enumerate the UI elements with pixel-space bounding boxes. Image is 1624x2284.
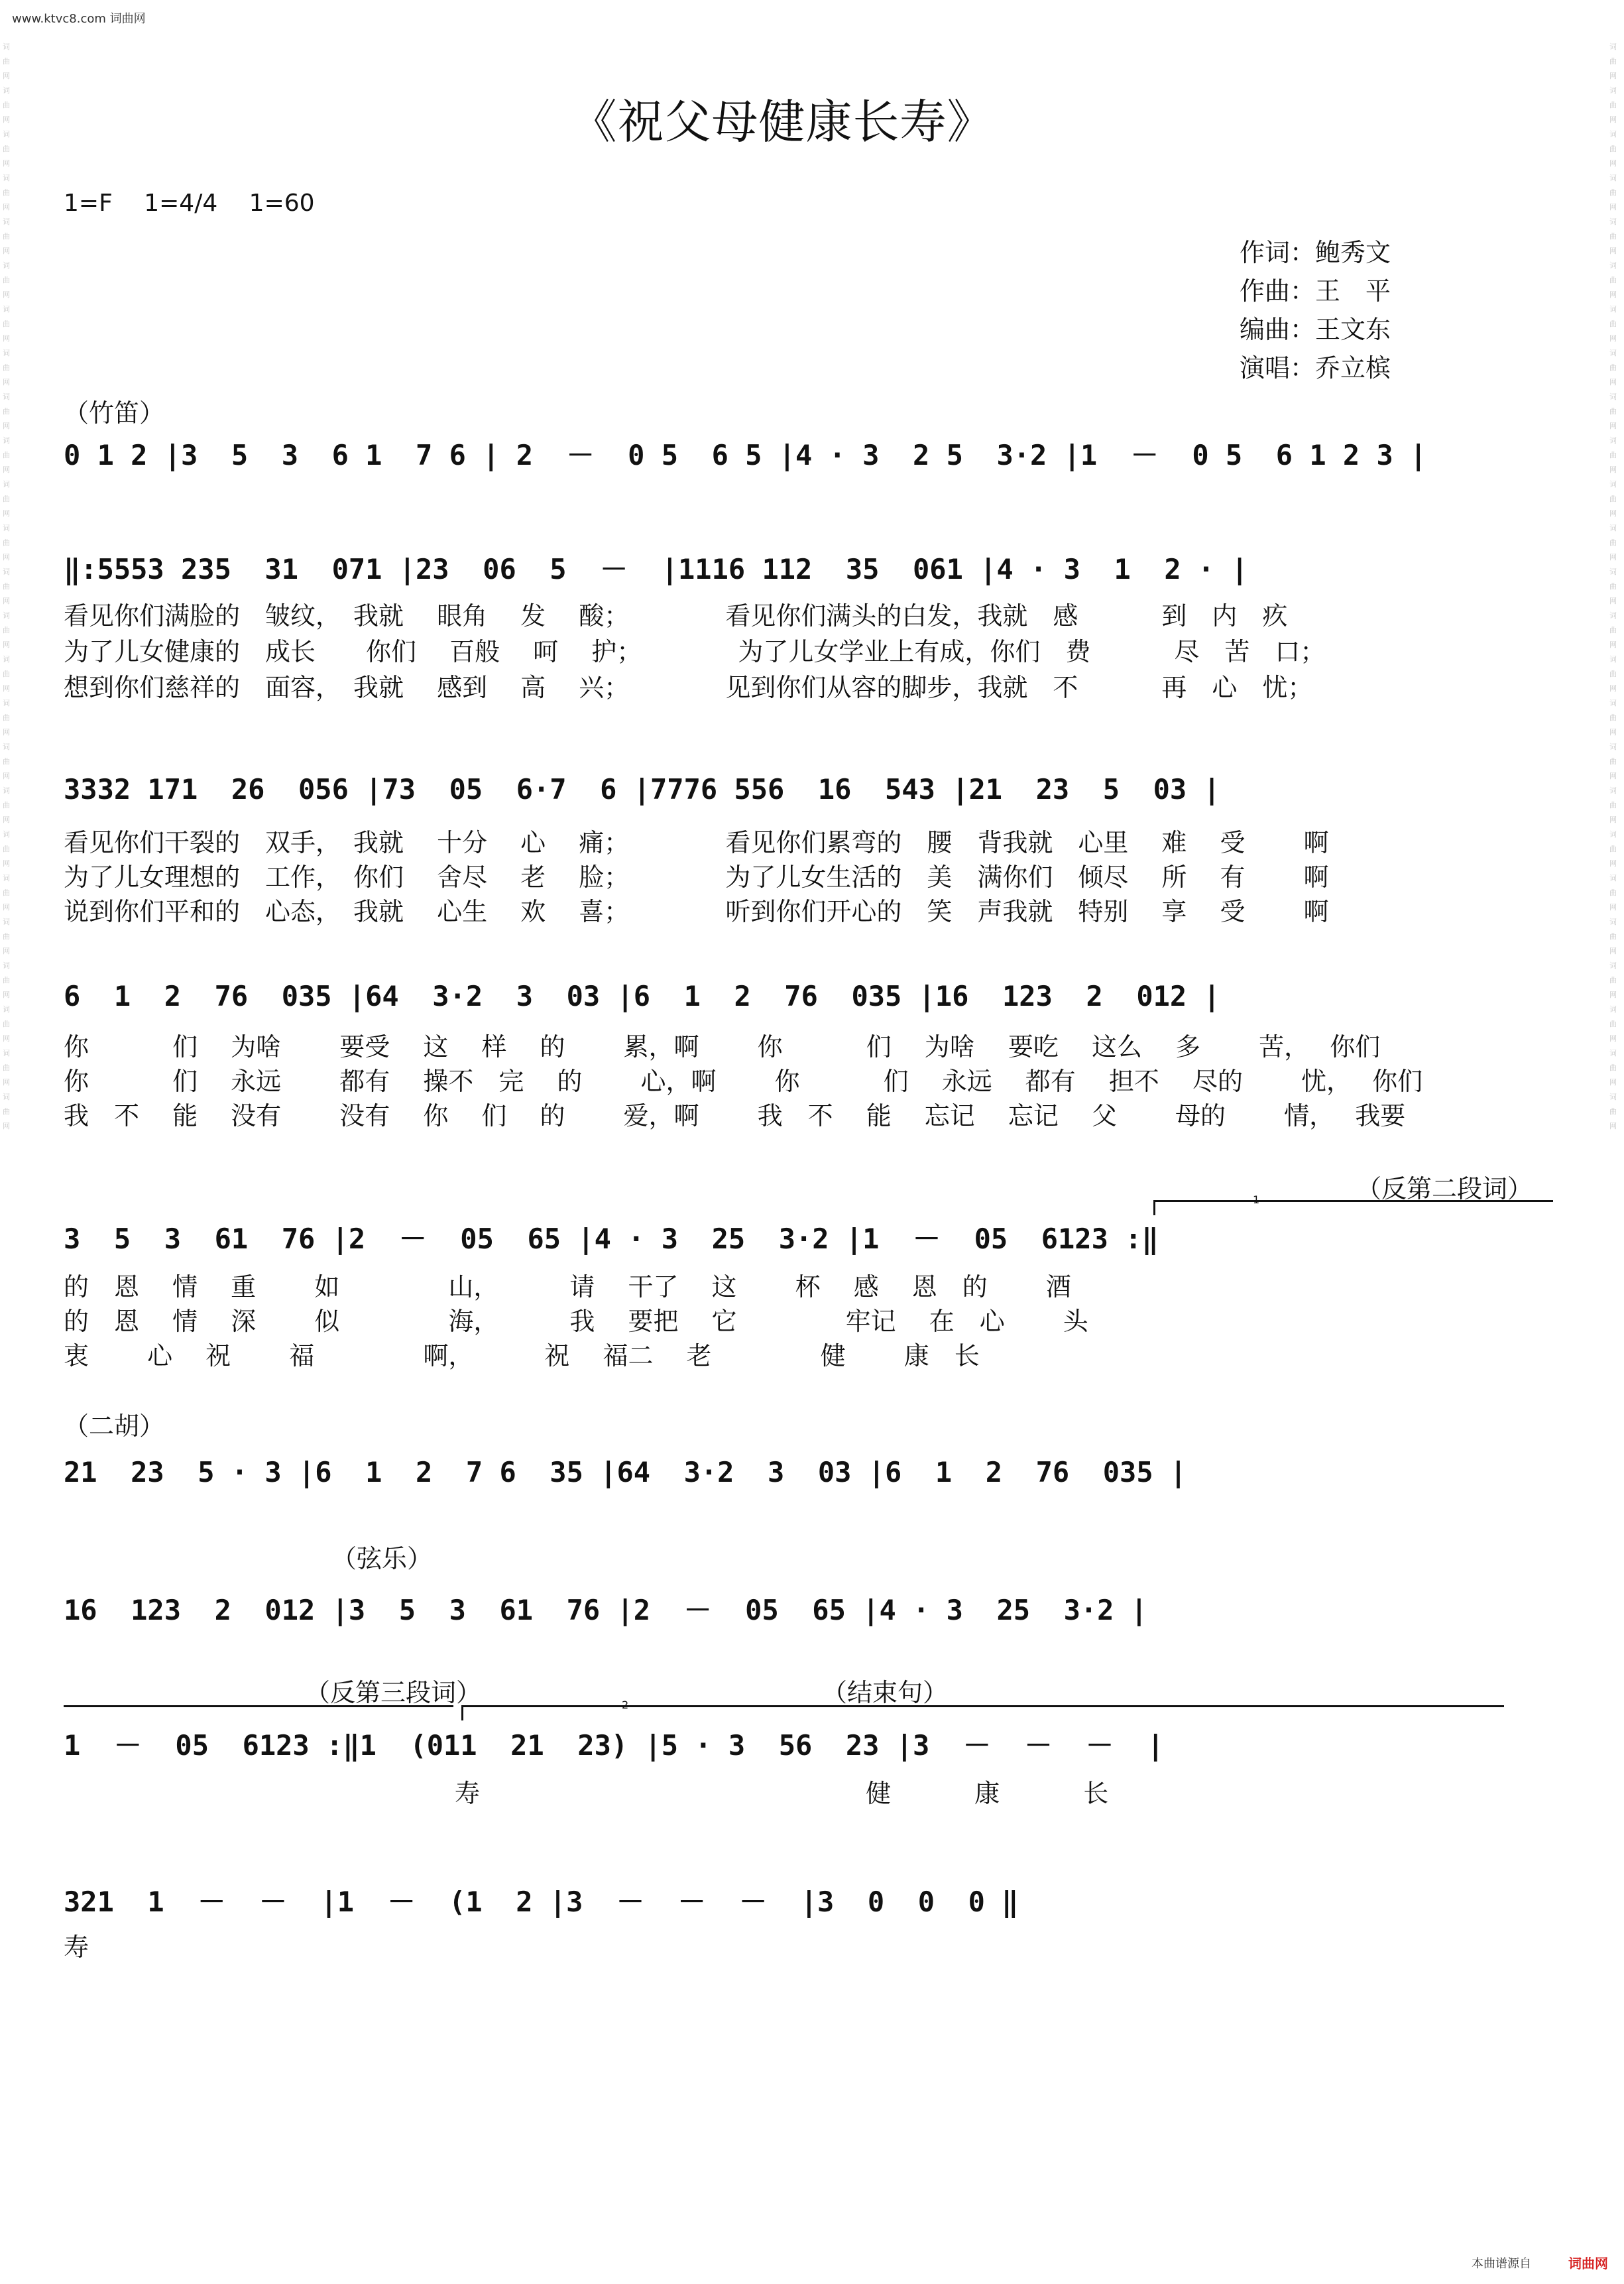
credit-arranger: 编曲：王文东 [1240, 315, 1391, 344]
lyric-row-4-verse2: 你 们 永远 都有 操不 完 的 心，啊 你 们 永远 都有 担不 尽的 忧， 你们 [64, 1067, 1423, 1096]
note-row-2: ‖:5553 235 31 071 |23 06 5 － |1116 112 35 061 |4 · 3 1 2 · | [64, 553, 1248, 585]
lyric-row-5-verse1: 的 恩 情 重 如 山， 请 干了 这 杯 感 恩 的 酒 [64, 1272, 1071, 1301]
label-ending-phrase: （结束句） [822, 1678, 949, 1707]
lyric-row-4-verse1: 你 们 为啥 要受 这 样 的 累，啊 你 们 为啥 要吃 这么 多 苦， 你们 [64, 1032, 1381, 1061]
side-watermark-left: 词曲网词曲网词曲网词曲网词曲网词曲网词曲网词曲网词曲网词曲网词曲网词曲网词曲网词曲网词曲网词曲网词曲网词曲网词曲网词曲网词曲网词曲网词曲网词曲网词曲网 [3, 42, 10, 1130]
volta-number-2: 2 [622, 1699, 629, 1711]
lyric-row-2-verse2: 为了儿女健康的 成长 你们 百般 呵 护； 为了儿女学业上有成，你们 费 尽 苦 口； [64, 637, 1326, 666]
lyric-row-2-verse1: 看见你们满脸的 皱纹， 我就 眼角 发 酸； 看见你们满头的白发，我就 感 到 内 疚 [64, 601, 1288, 631]
note-row-8: 1 － 05 6123 :‖1 (011 21 23) |5 · 3 56 23 |3 － － － | [64, 1729, 1164, 1762]
note-row-9: 321 1 － － |1 － (1 2 |3 － － － |3 0 0 0 ‖ [64, 1886, 1019, 1918]
label-strings: （弦乐） [331, 1544, 433, 1573]
lyric-row-5-verse2: 的 恩 情 深 似 海， 我 要把 它 牢记 在 心 头 [64, 1307, 1088, 1336]
label-repeat-second-verse: （反第二段词） [1356, 1174, 1533, 1203]
footer-source-text: 本曲谱源自 [1472, 2257, 1531, 2271]
footer-site-logo: 词曲网 [1568, 2255, 1608, 2271]
side-watermark-right: 词曲网词曲网词曲网词曲网词曲网词曲网词曲网词曲网词曲网词曲网词曲网词曲网词曲网词曲网词曲网词曲网词曲网词曲网词曲网词曲网词曲网词曲网词曲网词曲网词曲网 [1609, 42, 1617, 1130]
label-erhu: （二胡） [64, 1412, 165, 1441]
note-row-1: 0 1 2 |3 5 3 6 1 7 6 | 2 － 0 5 6 5 |4 · 3 2 5 3·2 |1 － 0 5 6 1 2 3 | [64, 439, 1427, 471]
key-tempo-meta: 1=F 1=4/4 1=60 [64, 190, 315, 217]
credit-singer: 演唱：乔立槟 [1240, 353, 1391, 383]
note-row-5: 3 5 3 61 76 |2 － 05 65 |4 · 3 25 3·2 |1 － 05 6123 :‖ [64, 1223, 1159, 1255]
label-intro-flute: （竹笛） [64, 398, 165, 428]
lyric-row-9: 寿 [64, 1933, 89, 1962]
note-row-6: 21 23 5 · 3 |6 1 2 7 6 35 |64 3·2 3 03 |6 1 2 76 035 | [64, 1456, 1187, 1488]
volta-bracket-2 [461, 1705, 1504, 1720]
site-url: www.ktvc8.com 词曲网 [12, 12, 146, 26]
volta-bracket-1 [1153, 1200, 1553, 1215]
lyric-row-3-verse1: 看见你们干裂的 双手， 我就 十分 心 痛； 看见你们累弯的 腰 背我就 心里 难 受 啊 [64, 828, 1329, 857]
volta-number-1: 1 [1253, 1193, 1260, 1206]
note-row-3: 3332 171 26 056 |73 05 6·7 6 |7776 556 16 543 |21 23 5 03 | [64, 773, 1220, 806]
lyric-row-2-verse3: 想到你们慈祥的 面容， 我就 感到 高 兴； 见到你们从容的脚步，我就 不 再 心 忧； [64, 673, 1313, 702]
volta-bracket-first-end [64, 1705, 453, 1720]
label-repeat-third-verse: （反第三段词） [305, 1678, 482, 1707]
credits-block [1240, 233, 1391, 387]
credit-lyricist: 作词：鲍秀文 [1240, 238, 1391, 267]
song-title: 《祝父母健康长寿》 [570, 95, 994, 149]
note-row-4: 6 1 2 76 035 |64 3·2 3 03 |6 1 2 76 035 |16 123 2 012 | [64, 980, 1220, 1012]
lyric-row-5-verse3: 衷 心 祝 福 啊， 祝 福二 老 健 康 长 [64, 1341, 980, 1370]
credit-composer: 作曲：王 平 [1240, 276, 1391, 306]
note-row-7: 16 123 2 012 |3 5 3 61 76 |2 － 05 65 |4 · 3 25 3·2 | [64, 1594, 1148, 1626]
lyric-row-4-verse3: 我 不 能 没有 没有 你 们 的 爱，啊 我 不 能 忘记 忘记 父 母的 情， 我要 [64, 1101, 1406, 1130]
lyric-row-3-verse3: 说到你们平和的 心态， 我就 心生 欢 喜； 听到你们开心的 笑 声我就 特别 享 受 啊 [64, 897, 1329, 926]
lyric-row-3-verse2: 为了儿女理想的 工作， 你们 舍尽 老 脸； 为了儿女生活的 美 满你们 倾尽 所 有 啊 [64, 863, 1329, 892]
lyric-row-8: 寿 健 康 长 [455, 1779, 1109, 1808]
